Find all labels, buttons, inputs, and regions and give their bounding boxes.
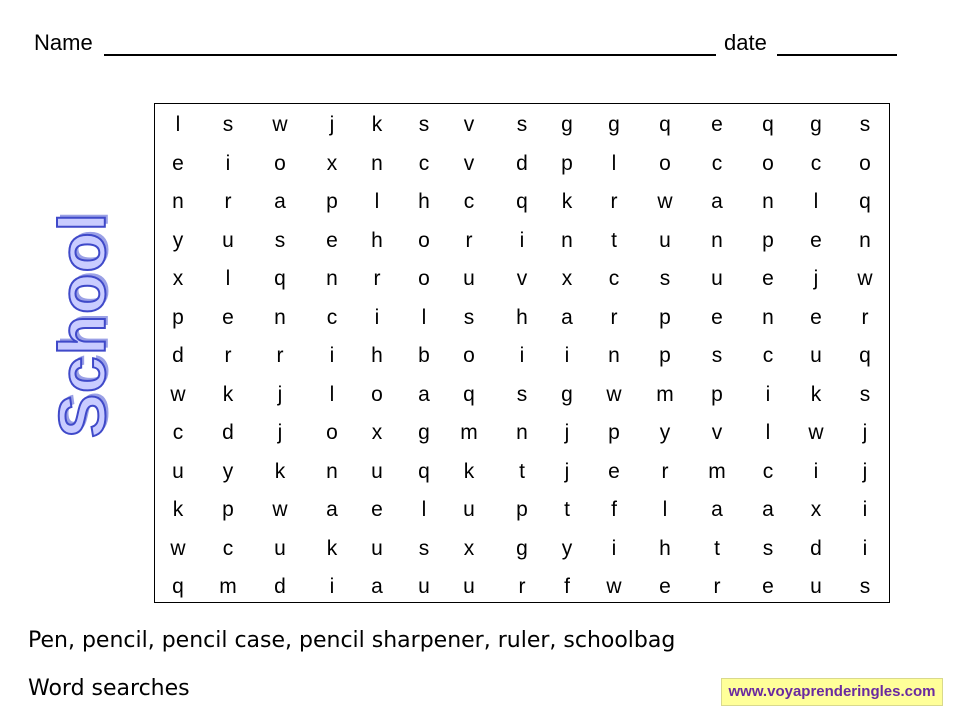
grid-letter[interactable]: o [418,267,430,290]
grid-letter[interactable]: y [222,459,234,483]
grid-letter[interactable]: f [611,498,617,521]
grid-letter[interactable]: n [711,228,723,252]
grid-letter[interactable]: l [421,305,427,329]
grid-letter[interactable]: o [859,151,871,175]
name-label: Name [34,30,93,55]
grid-row [155,106,889,145]
grid-letter[interactable]: t [519,459,525,483]
grid-letter[interactable]: a [274,190,286,213]
grid-letter[interactable]: k [561,190,573,213]
grid-letter[interactable]: q [516,190,528,213]
grid-letter[interactable]: p [659,344,671,367]
school-title: School [45,211,119,438]
grid-letter[interactable]: m [460,421,478,444]
grid-letter[interactable]: o [762,151,774,175]
grid-letter[interactable]: u [371,459,383,483]
grid-letter[interactable]: j [329,113,335,136]
grid-letter[interactable]: c [463,190,475,213]
grid-letter[interactable]: j [277,421,283,444]
grid-letter[interactable]: s [516,113,528,136]
grid-letter[interactable]: n [762,190,774,213]
grid-letter[interactable]: n [516,421,528,444]
grid-letter[interactable]: s [859,575,871,598]
grid-letter[interactable]: i [765,382,771,406]
grid-letter[interactable]: i [564,344,570,367]
grid-letter[interactable]: q [172,575,184,598]
grid-letter[interactable]: k [326,536,338,560]
grid-letter[interactable]: m [219,575,237,598]
grid-letter[interactable]: w [606,382,622,406]
grid-letter[interactable]: o [659,151,671,175]
grid-letter[interactable]: i [329,575,335,598]
grid-letter[interactable]: a [762,498,774,521]
grid-letter[interactable]: j [813,267,819,290]
grid-letter[interactable]: l [175,113,181,136]
grid-letter[interactable]: i [519,228,525,252]
grid-letter[interactable]: q [659,113,671,136]
grid-letter[interactable]: x [810,498,822,521]
grid-letter[interactable]: j [564,459,570,483]
grid-letter[interactable]: p [659,305,671,329]
date-line [777,54,897,56]
grid-letter[interactable]: r [518,575,526,598]
grid-letter[interactable]: c [711,151,723,175]
website-badge: www.voyaprenderingles.com [721,678,943,706]
grid-letter[interactable]: w [808,421,824,444]
grid-row [155,337,889,376]
grid-letter[interactable]: i [519,344,525,367]
grid-letter[interactable]: i [862,536,868,560]
grid-letter[interactable]: x [326,151,338,175]
grid-letter[interactable]: e [711,113,723,136]
grid-row [155,145,889,184]
date-label: date [724,30,767,55]
grid-letter[interactable]: e [810,228,822,252]
grid-letter[interactable]: l [374,190,380,213]
grid-letter[interactable]: v [463,113,475,136]
grid-letter[interactable]: u [222,228,234,252]
grid-letter[interactable]: c [810,151,822,175]
grid-letter[interactable]: u [463,498,475,521]
grid-letter[interactable]: o [371,382,383,406]
grid-letter[interactable]: o [463,344,475,367]
grid-letter[interactable]: e [172,151,184,175]
grid-letter[interactable]: r [465,228,473,252]
grid-letter[interactable]: i [374,305,380,329]
grid-letter[interactable]: q [859,190,871,213]
grid-letter[interactable]: p [222,498,234,521]
grid-letter[interactable]: e [711,305,723,329]
grid-letter[interactable]: y [659,421,671,444]
grid-letter[interactable]: w [857,267,873,290]
grid-letter[interactable]: d [516,151,528,175]
grid-letter[interactable]: x [561,267,573,290]
grid-letter[interactable]: v [711,421,723,444]
grid-letter[interactable]: c [172,421,184,444]
grid-letter[interactable]: h [371,344,383,367]
grid-letter[interactable]: m [708,459,726,483]
grid-letter[interactable]: j [862,459,868,483]
grid-row [155,453,889,492]
grid-letter[interactable]: s [659,267,671,290]
grid-letter[interactable]: s [762,536,774,560]
grid-letter[interactable]: g [516,536,528,560]
grid-letter[interactable]: w [272,498,288,521]
grid-letter[interactable]: s [859,113,871,136]
grid-letter[interactable]: r [224,190,232,213]
grid-letter[interactable]: g [608,113,620,136]
grid-letter[interactable]: r [861,305,869,329]
grid-row [155,299,889,338]
grid-letter[interactable]: p [516,498,528,521]
grid-letter[interactable]: q [418,459,430,483]
word-search-grid [154,103,890,603]
grid-row [155,260,889,299]
grid-letter[interactable]: k [463,459,475,483]
grid-letter[interactable]: s [463,305,475,329]
grid-letter[interactable]: l [225,267,231,290]
grid-letter[interactable]: a [326,498,338,521]
grid-letter[interactable]: p [711,382,723,406]
grid-letter[interactable]: h [516,305,528,329]
grid-letter[interactable]: r [713,575,721,598]
grid-letter[interactable]: t [714,536,720,560]
grid-letter[interactable]: q [274,267,286,290]
grid-letter[interactable]: l [329,382,335,406]
grid-letter[interactable]: e [762,575,774,598]
grid-letter[interactable]: n [608,344,620,367]
grid-letter[interactable]: s [222,113,234,136]
grid-letter[interactable]: j [564,421,570,444]
grid-letter[interactable]: c [418,151,430,175]
grid-letter[interactable]: s [516,382,528,406]
grid-letter[interactable]: s [418,536,430,560]
grid-letter[interactable]: j [277,382,283,406]
grid-letter[interactable]: o [418,228,430,252]
grid-letter[interactable]: g [561,113,573,136]
grid-letter[interactable]: w [606,575,622,598]
grid-letter[interactable]: p [172,305,184,329]
grid-letter[interactable]: r [224,344,232,367]
grid-row [155,491,889,530]
grid-letter[interactable]: e [222,305,234,329]
grid-letter[interactable]: p [326,190,338,213]
grid-letter[interactable]: a [371,575,383,598]
grid-letter[interactable]: l [421,498,427,521]
grid-letter[interactable]: u [810,575,822,598]
grid-letter[interactable]: n [561,228,573,252]
grid-letter[interactable]: j [862,421,868,444]
grid-letter[interactable]: n [172,190,184,213]
grid-letter[interactable]: n [326,267,338,290]
grid-letter[interactable]: p [561,151,573,175]
grid-letter[interactable]: s [274,228,286,252]
grid-letter[interactable]: s [711,344,723,367]
grid-letter[interactable]: u [463,575,475,598]
grid-letter[interactable]: a [711,190,723,213]
grid-letter[interactable]: g [561,382,573,406]
grid-letter[interactable]: l [813,190,819,213]
grid-letter[interactable]: b [418,344,430,367]
grid-letter[interactable]: o [274,151,286,175]
grid-letter[interactable]: u [418,575,430,598]
grid-letter[interactable]: k [274,459,286,483]
grid-letter[interactable]: w [170,536,186,560]
grid-letter[interactable]: u [659,228,671,252]
grid-letter[interactable]: h [418,190,430,213]
grid-letter[interactable]: d [274,575,286,598]
grid-letter[interactable]: d [222,421,234,444]
grid-letter[interactable]: l [765,421,771,444]
grid-letter[interactable]: k [222,382,234,406]
grid-letter[interactable]: n [371,151,383,175]
grid-letter[interactable]: n [274,305,286,329]
grid-letter[interactable]: t [564,498,570,521]
grid-letter[interactable]: i [329,344,335,367]
grid-letter[interactable]: f [564,575,570,598]
grid-letter[interactable]: u [274,536,286,560]
grid-letter[interactable]: r [610,190,618,213]
footer-title: Word searches [28,676,190,701]
grid-letter[interactable]: w [272,113,288,136]
grid-letter[interactable]: u [172,459,184,483]
grid-letter[interactable]: u [371,536,383,560]
grid-letter[interactable]: a [711,498,723,521]
grid-letter[interactable]: l [611,151,617,175]
grid-letter[interactable]: r [373,267,381,290]
grid-letter[interactable]: n [762,305,774,329]
grid-letter[interactable]: k [172,498,184,521]
grid-letter[interactable]: i [225,151,231,175]
grid-letter[interactable]: g [418,421,430,444]
name-line [104,54,716,56]
grid-letter[interactable]: e [810,305,822,329]
grid-letter[interactable]: k [810,382,822,406]
grid-row [155,222,889,261]
grid-letter[interactable]: s [859,382,871,406]
grid-letter[interactable]: w [657,190,673,213]
grid-letter[interactable]: r [610,305,618,329]
grid-letter[interactable]: l [662,498,668,521]
grid-letter[interactable]: t [611,228,617,252]
grid-letter[interactable]: c [222,536,234,560]
grid-letter[interactable]: i [862,498,868,521]
grid-letter[interactable]: y [172,228,184,252]
grid-letter[interactable]: x [172,267,184,290]
grid-letter[interactable]: u [810,344,822,367]
grid-row [155,414,889,453]
grid-letter[interactable]: s [418,113,430,136]
grid-letter[interactable]: i [813,459,819,483]
grid-letter[interactable]: d [172,344,184,367]
header [34,28,904,58]
grid-letter[interactable]: a [561,305,573,329]
grid-letter[interactable]: c [762,459,774,483]
grid-letter[interactable]: c [326,305,338,329]
grid-letter[interactable]: q [859,344,871,367]
grid-letter[interactable]: v [463,151,475,175]
grid-letter[interactable]: h [659,536,671,560]
grid-letter[interactable]: q [762,113,774,136]
grid-letter[interactable]: w [170,382,186,406]
grid-letter[interactable]: m [656,382,674,406]
grid-letter[interactable]: r [276,344,284,367]
grid-letter[interactable]: v [516,267,528,290]
grid-letter[interactable]: g [810,113,822,136]
grid-letter[interactable]: c [608,267,620,290]
grid-letter[interactable]: r [661,459,669,483]
grid-letter[interactable]: u [711,267,723,290]
grid-letter[interactable]: e [762,267,774,290]
grid-letter[interactable]: q [463,382,475,406]
grid-letter[interactable]: d [810,536,822,560]
grid-letter[interactable]: p [762,228,774,252]
grid-letter[interactable]: n [859,228,871,252]
grid-letter[interactable]: x [463,536,475,560]
grid-letter[interactable]: h [371,228,383,252]
grid-row [155,568,889,607]
grid-letter[interactable]: i [611,536,617,560]
grid-letter[interactable]: n [326,459,338,483]
grid-row [155,376,889,415]
grid-letter[interactable]: e [326,228,338,252]
grid-letter[interactable]: u [463,267,475,290]
grid-letter[interactable]: e [371,498,383,521]
grid-letter[interactable]: p [608,421,620,444]
grid-letter[interactable]: a [418,382,430,406]
grid-row [155,530,889,569]
grid-letter[interactable]: c [762,344,774,367]
grid-letter[interactable]: x [371,421,383,444]
grid-letter[interactable]: e [659,575,671,598]
grid-letter[interactable]: e [608,459,620,483]
grid-letter[interactable]: k [371,113,383,136]
word-list: Pen, pencil, pencil case, pencil sharpener, ruler, schoolbag [28,628,676,653]
grid-letter[interactable]: o [326,421,338,444]
grid-letter[interactable]: y [561,536,573,560]
grid-row [155,183,889,222]
